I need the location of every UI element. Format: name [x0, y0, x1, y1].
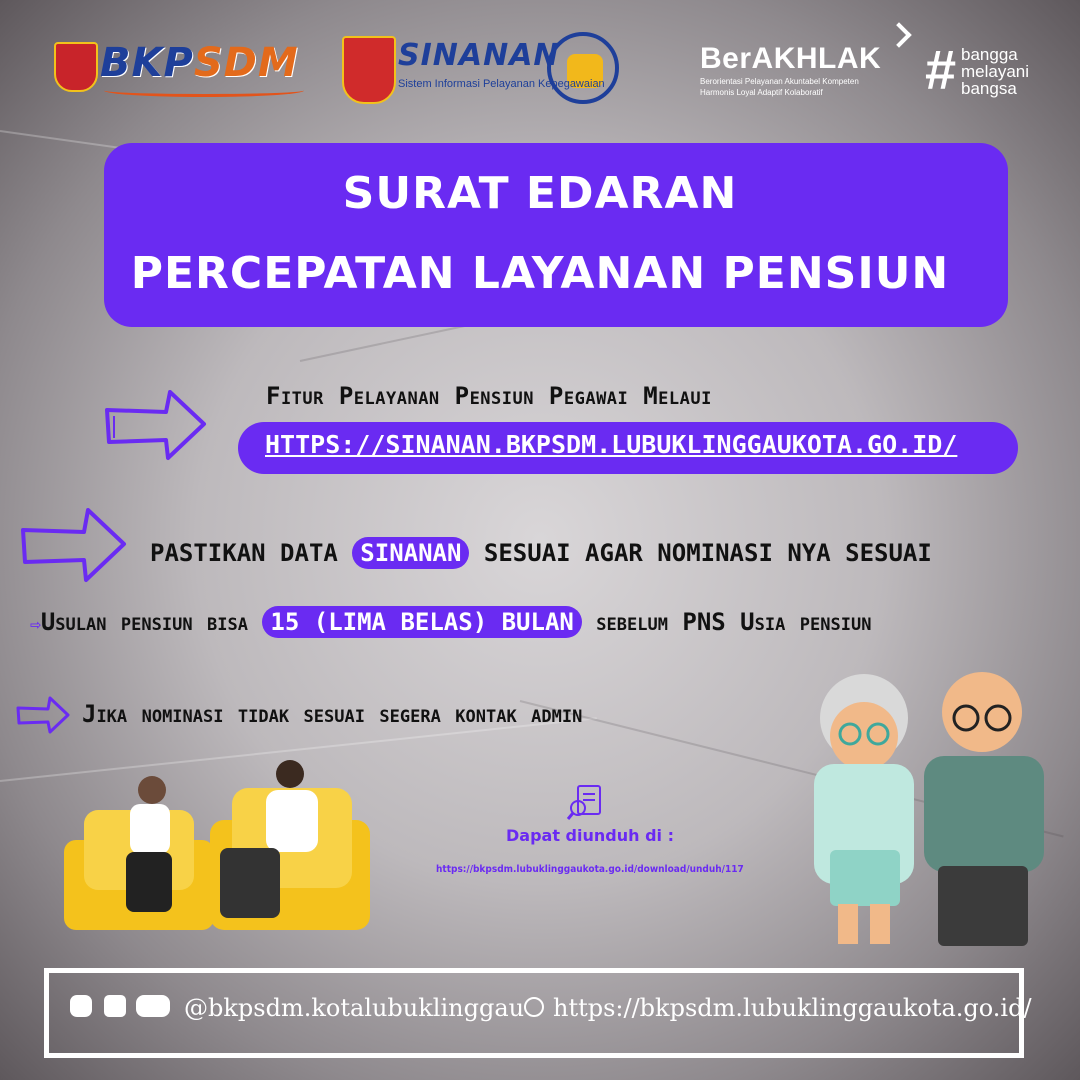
sinanan-logo: [342, 32, 627, 104]
website-link[interactable]: https://bkpsdm.lubuklinggaukota.go.id/: [553, 994, 1032, 1022]
sinanan-highlight: SINANAN: [352, 537, 469, 569]
swoosh-decoration: [104, 84, 304, 97]
globe-icon: [524, 997, 544, 1017]
proposal-text-after: sebelum PNS Usia pensiun: [581, 608, 872, 636]
bangga-word-2: melayani: [961, 62, 1030, 81]
emblem-icon: [54, 42, 98, 92]
instagram-icon[interactable]: [70, 995, 92, 1017]
berakhlak-subtitle-1: Berorientasi Pelayanan Akuntabel Kompeten: [700, 77, 859, 86]
bkpsdm-logo: [54, 38, 309, 96]
page-title-line-1: SURAT EDARAN: [342, 168, 738, 219]
feature-text: Fitur Pelayanan Pensiun Pegawai Melaui: [266, 382, 712, 410]
consultation-illustration: [60, 760, 380, 950]
bangga-word-3: bangsa: [961, 79, 1017, 98]
page-title-line-2: PERCEPATAN LAYANAN PENSIUN: [130, 248, 950, 299]
bangga-word-1: bangga: [961, 45, 1018, 64]
ensure-data-text: [150, 537, 932, 569]
ensure-text-after: SESUAI AGAR NOMINASI NYA SESUAI: [469, 539, 932, 567]
sinanan-logo-text: SINANAN: [398, 38, 560, 73]
sinanan-link[interactable]: HTTPS://SINANAN.BKPSDM.LUBUKLINGGAUKOTA.GO.ID/: [265, 430, 958, 459]
berakhlak-title: BerAKHLAK: [700, 42, 882, 75]
download-label: Dapat diunduh di :: [506, 826, 674, 845]
bkpsdm-logo-text: BKP: [100, 40, 194, 86]
sinanan-logo-subtitle: Sistem Informasi Pelayanan Kepegawaian: [398, 78, 605, 90]
facebook-icon[interactable]: [104, 995, 126, 1017]
arrow-right-icon: [20, 506, 128, 584]
arrow-right-icon: [104, 388, 208, 462]
small-arrow-icon: ⇨: [30, 614, 41, 635]
emblem-icon: [342, 36, 396, 104]
proposal-text-before: Usulan pensiun bisa: [40, 608, 263, 636]
ensure-text-before: PASTIKAN DATA: [150, 539, 353, 567]
berakhlak-logo: [700, 42, 905, 98]
hashtag-icon: #: [925, 38, 957, 101]
contact-admin-text: Jika nominasi tidak sesuai segera kontak admin: [82, 700, 583, 728]
months-highlight: 15 (LIMA BELAS) BULAN: [262, 606, 581, 638]
berakhlak-subtitle-2: Harmonis Loyal Adaptif Kolaboratif: [700, 88, 823, 97]
bkpsdm-logo-text-2: SDM: [193, 40, 299, 86]
download-link[interactable]: https://bkpsdm.lubuklinggaukota.go.id/download/unduh/117: [436, 864, 744, 875]
elderly-couple-illustration: [806, 660, 1056, 956]
proposal-text: [30, 606, 871, 638]
youtube-icon[interactable]: [136, 995, 170, 1017]
arrow-right-icon: [16, 696, 70, 734]
document-search-icon: [566, 782, 606, 822]
social-handle[interactable]: @bkpsdm.kotalubuklinggau: [184, 994, 525, 1022]
